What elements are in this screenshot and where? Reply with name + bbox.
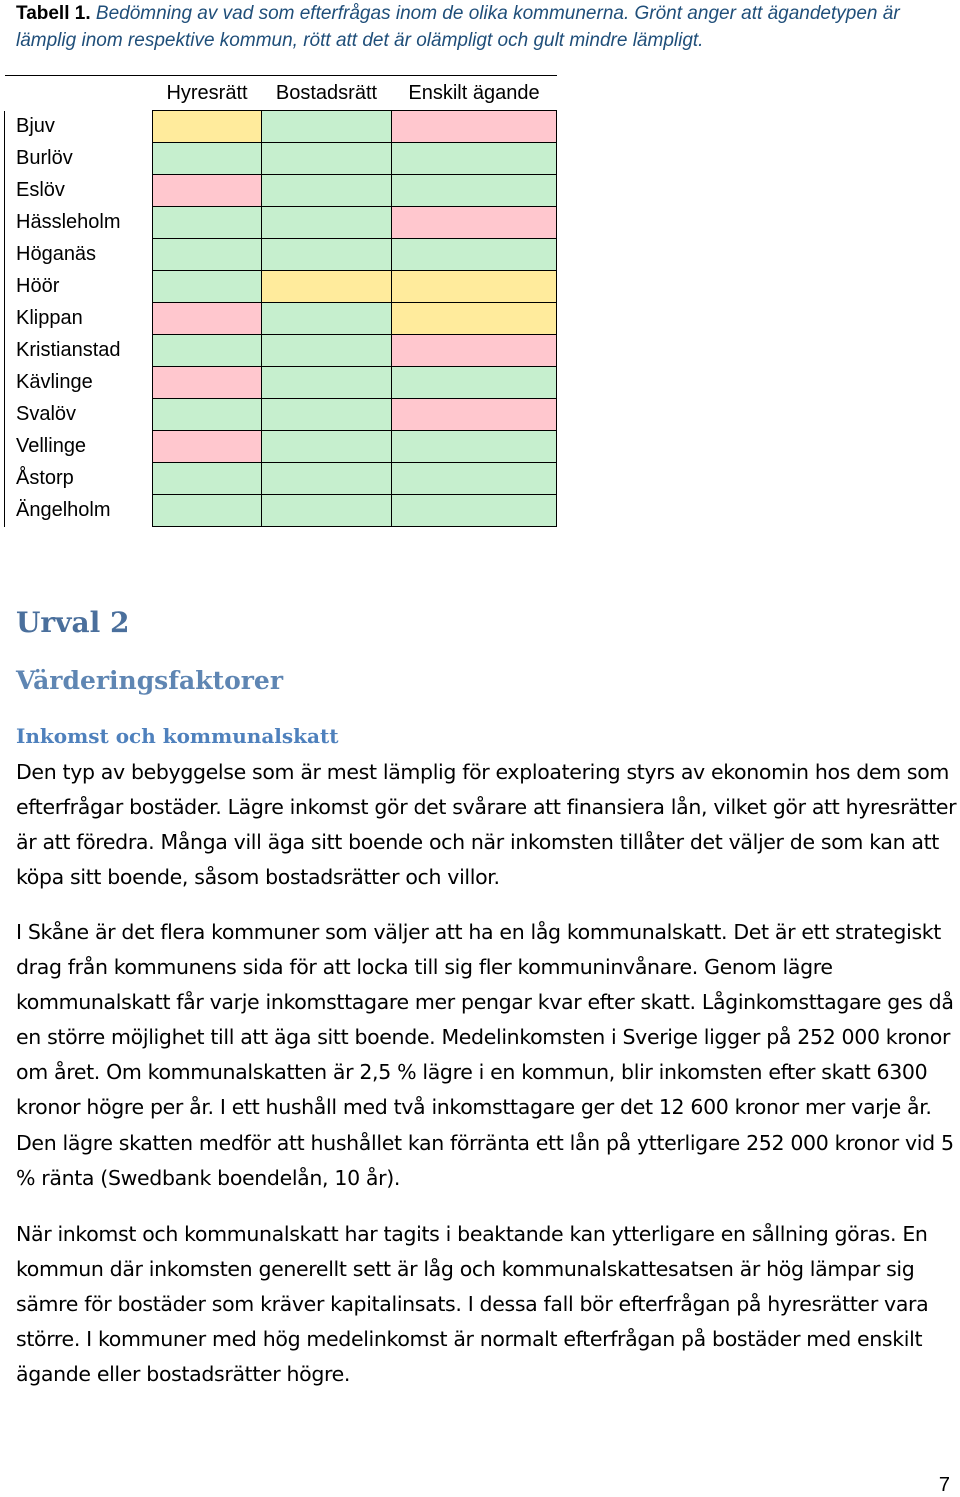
cell-bostadsratt-yellow xyxy=(262,271,392,303)
cell-enskilt-agande-red xyxy=(392,111,557,143)
municipality-label: Vellinge xyxy=(5,431,153,463)
cell-enskilt-agande-red xyxy=(392,399,557,431)
cell-bostadsratt-green xyxy=(262,495,392,527)
table-row xyxy=(5,143,557,175)
cell-enskilt-agande-yellow xyxy=(392,271,557,303)
table-row xyxy=(5,367,557,399)
municipality-label: Hässleholm xyxy=(5,207,153,239)
col-header-hyresratt: Hyresrätt xyxy=(166,81,248,104)
table-row xyxy=(5,303,557,335)
caption-label: Tabell 1. xyxy=(16,3,91,24)
municipality-label: Kristianstad xyxy=(5,335,153,367)
cell-hyresratt-green xyxy=(153,239,262,271)
cell-enskilt-agande-green xyxy=(392,239,557,271)
cell-hyresratt-red xyxy=(153,175,262,207)
page-number: 7 xyxy=(938,1474,950,1496)
cell-hyresratt-red xyxy=(153,303,262,335)
municipality-label: Klippan xyxy=(5,303,153,335)
paragraph-1: Den typ av bebyggelse som är mest lämplig för exploatering styrs av ekonomin hos dem som efterfrågar bostäder. Lägre inkomst gör det svårare att finansiera lån, vilket gör att hyresrätter är att föredra. Många vill äga sitt boende och när inkomsten tillåter det väljer de som kan att köpa sitt boende, såsom bostadsrätter och villor. xyxy=(16,760,957,890)
table-row xyxy=(5,111,557,143)
col-header-bostadsratt: Bostadsrätt xyxy=(275,81,378,104)
cell-enskilt-agande-green xyxy=(392,143,557,175)
table-row xyxy=(5,463,557,495)
cell-bostadsratt-green xyxy=(262,303,392,335)
municipality-label: Åstorp xyxy=(5,463,153,495)
cell-enskilt-agande-green xyxy=(392,495,557,527)
cell-hyresratt-green xyxy=(153,495,262,527)
cell-bostadsratt-green xyxy=(262,367,392,399)
municipality-label: Höör xyxy=(5,271,153,303)
table-row xyxy=(5,207,557,239)
table-row xyxy=(5,239,557,271)
cell-hyresratt-green xyxy=(153,207,262,239)
cell-bostadsratt-green xyxy=(262,111,392,143)
heading-urval: Urval 2 xyxy=(16,606,130,639)
cell-bostadsratt-green xyxy=(262,175,392,207)
heading-inkomst: Inkomst och kommunalskatt xyxy=(16,724,339,748)
cell-bostadsratt-green xyxy=(262,431,392,463)
municipality-label: Bjuv xyxy=(5,111,153,143)
municipality-label: Svalöv xyxy=(5,399,153,431)
table-caption xyxy=(16,0,946,54)
municipality-label: Eslöv xyxy=(5,175,153,207)
paragraph-2: I Skåne är det flera kommuner som väljer att ha en låg kommunalskatt. Det är ett strategiskt drag från kommunens sida för att locka till sig fler kommuninvånare. Genom lägre kommunalskatt får varje inkomsttagare mer pengar kvar efter skatt. Låginkomsttagare ges då en större möjlighet till att äga sitt boende. Medelinkomsten i Sverige ligger på 252 000 kronor om året. Om kommunalskatten är 2,5 % lägre i en kommun, blir inkomsten efter skatt 6300 kronor högre per år. I ett hushåll med två inkomsttagare ger det 12 600 kronor mer varje år. Den lägre skatten medför att hushållet kan förränta ett lån på ytterligare 252 000 kronor vid 5 % ränta (Swedbank boendelån, 10 år). xyxy=(16,920,954,1190)
table-corner xyxy=(5,76,153,111)
municipality-label: Höganäs xyxy=(5,239,153,271)
table-row xyxy=(5,431,557,463)
table-row xyxy=(5,335,557,367)
heading-varderingsfaktorer: Värderingsfaktorer xyxy=(16,666,284,695)
table-row xyxy=(5,495,557,527)
cell-hyresratt-yellow xyxy=(153,111,262,143)
cell-hyresratt-green xyxy=(153,399,262,431)
cell-enskilt-agande-red xyxy=(392,335,557,367)
cell-hyresratt-green xyxy=(153,335,262,367)
caption-text: Bedömning av vad som efterfrågas inom de olika kommunerna. Grönt anger att ägandetypen är lämplig inom respektive kommun, rött att det är olämpligt och gult mindre lämpligt. xyxy=(16,3,900,51)
municipality-label: Burlöv xyxy=(5,143,153,175)
cell-hyresratt-green xyxy=(153,143,262,175)
municipality-label: Kävlinge xyxy=(5,367,153,399)
cell-bostadsratt-green xyxy=(262,207,392,239)
cell-hyresratt-red xyxy=(153,367,262,399)
col-header-enskilt-agande: Enskilt ägande xyxy=(408,81,540,104)
cell-enskilt-agande-yellow xyxy=(392,303,557,335)
municipality-label: Ängelholm xyxy=(5,495,153,527)
cell-enskilt-agande-red xyxy=(392,207,557,239)
cell-bostadsratt-green xyxy=(262,335,392,367)
cell-hyresratt-red xyxy=(153,431,262,463)
cell-hyresratt-green xyxy=(153,463,262,495)
paragraph-3: När inkomst och kommunalskatt har tagits i beaktande kan ytterligare en sållning göras. En kommun där inkomsten generellt sett är låg och kommunalskattesatsen är hög lämpar sig sämre för bostäder som kräver kapitalinsats. I dessa fall bör efterfrågan på hyresrätter vara större. I kommuner med hög medelinkomst är normalt efterfrågan på bostäder med enskilt ägande eller bostadsrätter högre. xyxy=(16,1222,929,1387)
cell-bostadsratt-green xyxy=(262,463,392,495)
cell-bostadsratt-green xyxy=(262,143,392,175)
table-row xyxy=(5,399,557,431)
cell-bostadsratt-green xyxy=(262,399,392,431)
cell-enskilt-agande-green xyxy=(392,463,557,495)
cell-enskilt-agande-green xyxy=(392,367,557,399)
cell-bostadsratt-green xyxy=(262,239,392,271)
cell-enskilt-agande-green xyxy=(392,175,557,207)
cell-enskilt-agande-green xyxy=(392,431,557,463)
table-row xyxy=(5,175,557,207)
table-row xyxy=(5,271,557,303)
assessment-table xyxy=(4,75,557,527)
cell-hyresratt-green xyxy=(153,271,262,303)
